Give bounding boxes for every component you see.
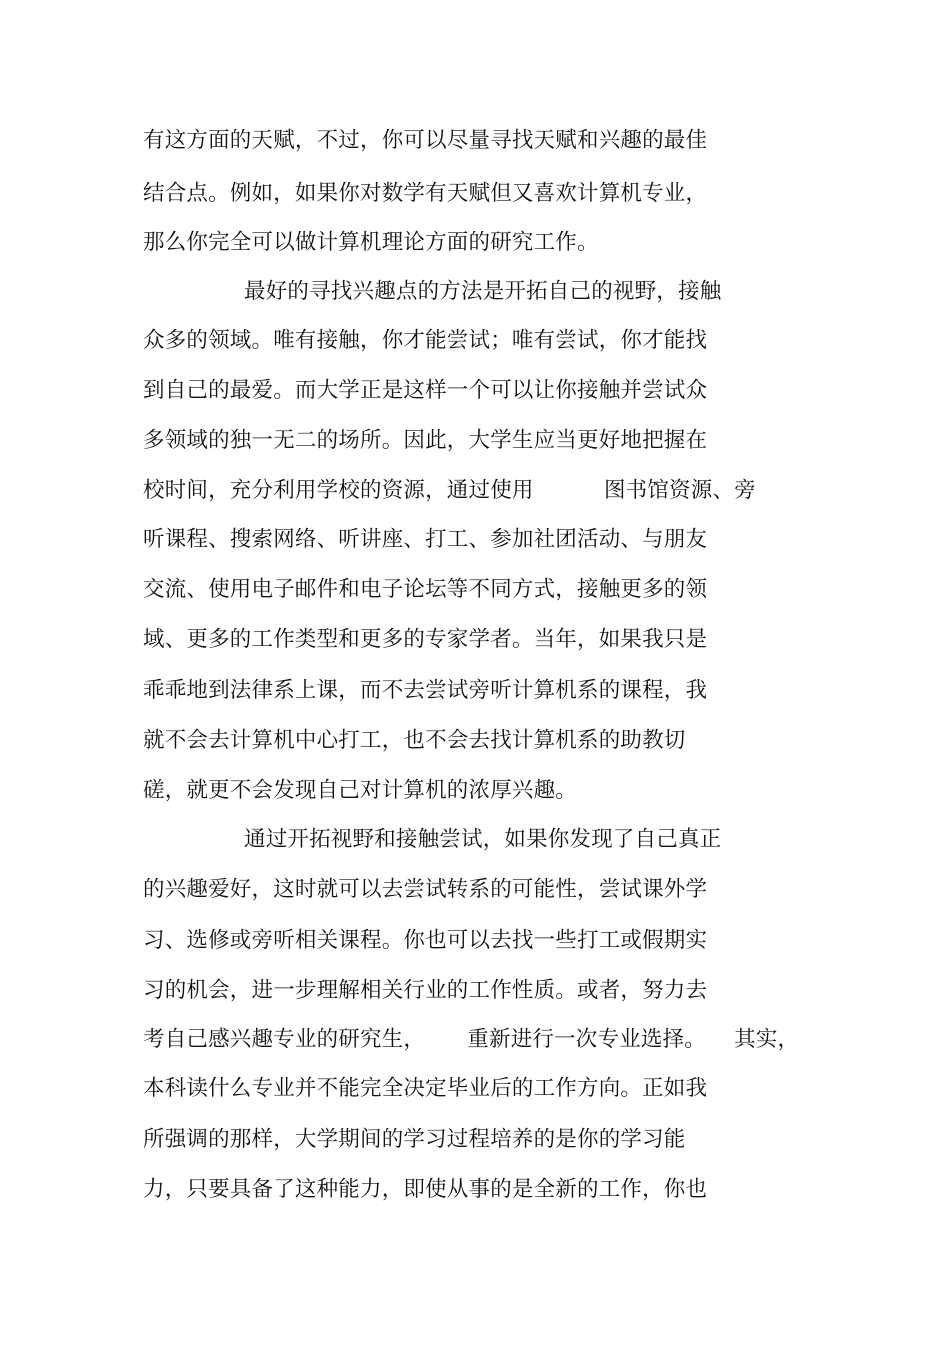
paragraph-start-line: 最好的寻找兴趣点的方法是开拓自己的视野，接触 [244, 279, 722, 304]
paragraph-start-line: 通过开拓视野和接触尝试，如果你发现了自己真正 [244, 827, 722, 852]
text-line: 校时间，充分利用学校的资源，通过使用 图书馆资源、旁 [143, 478, 756, 503]
text-line: 听课程、搜索网络、听讲座、打工、参加社团活动、与朋友 [143, 527, 708, 552]
text-line: 乖乖地到法律系上课，而不去尝试旁听计算机系的课程，我 [143, 678, 708, 703]
text-line: 众多的领域。唯有接触，你才能尝试；唯有尝试，你才能找 [143, 328, 708, 353]
text-line: 多领域的独一无二的场所。因此，大学生应当更好地把握在 [143, 428, 708, 453]
text-line: 习的机会，进一步理解相关行业的工作性质。或者，努力去 [143, 978, 708, 1003]
text-line: 就不会去计算机中心打工，也不会去找计算机系的助教切 [143, 728, 686, 753]
text-line: 力，只要具备了这种能力，即使从事的是全新的工作，你也 [143, 1177, 708, 1202]
text-line: 习、选修或旁听相关课程。你也可以去找一些打工或假期实 [143, 928, 708, 953]
text-line: 那么你完全可以做计算机理论方面的研究工作。 [143, 230, 599, 255]
text-line: 的兴趣爱好，这时就可以去尝试转系的可能性，尝试课外学 [143, 877, 708, 902]
text-line: 磋，就更不会发现自己对计算机的浓厚兴趣。 [143, 778, 578, 803]
text-line: 到自己的最爱。而大学正是这样一个可以让你接触并尝试众 [143, 378, 708, 403]
text-line: 有这方面的天赋，不过，你可以尽量寻找天赋和兴趣的最佳 [143, 128, 708, 153]
text-line: 结合点。例如，如果你对数学有天赋但又喜欢计算机专业， [143, 181, 708, 206]
text-line: 交流、使用电子邮件和电子论坛等不同方式，接触更多的领 [143, 577, 708, 602]
text-line: 所强调的那样，大学期间的学习过程培养的是你的学习能 [143, 1127, 686, 1152]
text-line: 本科读什么专业并不能完全决定毕业后的工作方向。正如我 [143, 1076, 708, 1101]
text-line: 考自己感兴趣专业的研究生， 重新进行一次专业选择。 其实， [143, 1027, 800, 1052]
text-line: 域、更多的工作类型和更多的专家学者。当年，如果我只是 [143, 627, 708, 652]
